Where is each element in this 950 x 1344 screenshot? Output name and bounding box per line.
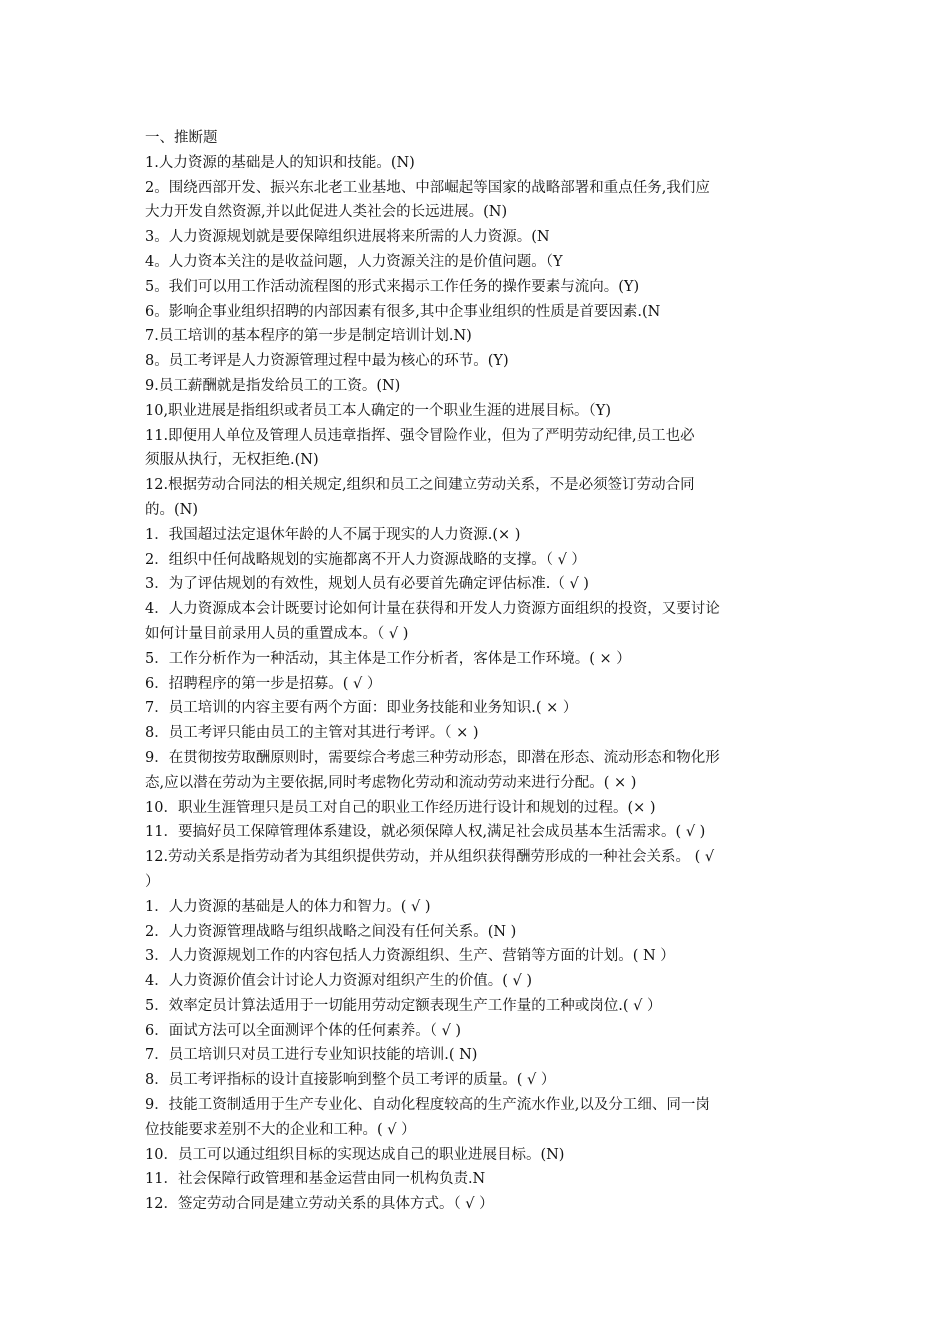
question-line: 10,职业进展是指组织或者员工本人确定的一个职业生涯的进展目标。（Y) <box>145 402 612 419</box>
question-line: 3．为了评估规划的有效性，规划人员有必要首先确定评估标准.（ √ ) <box>145 576 589 593</box>
question-line: 9.员工薪酬就是指发给员工的工资。(N) <box>145 377 401 394</box>
question-line: 4．人力资源成本会计既要讨论如何计量在获得和开发人力资源方面组织的投资，又要讨论 <box>145 601 720 618</box>
question-line: 大力开发自然资源,并以此促进人类社会的长远进展。(N) <box>145 204 508 221</box>
question-line: 1.人力资源的基础是人的知识和技能。(N) <box>145 154 415 171</box>
question-line: 的。(N) <box>145 501 199 518</box>
question-line: 11.即便用人单位及管理人员违章指挥、强令冒险作业，但为了严明劳动纪律,员工也必 <box>145 427 695 444</box>
question-line: 6．面试方法可以全面测评个体的任何素养。（ √ ) <box>145 1022 462 1039</box>
question-line: 须服从执行，无权拒绝.(N) <box>145 452 319 469</box>
question-line: 10．职业生涯管理只是员工对自己的职业工作经历进行设计和规划的过程。(× ) <box>145 799 656 816</box>
question-line: 2．组织中任何战略规划的实施都离不开人力资源战略的支撑。（ √ ） <box>145 551 586 568</box>
question-line: 如何计量目前录用人员的重置成本。（ √ ) <box>145 625 409 642</box>
question-line: 8．员工考评只能由员工的主管对其进行考评。（ × ) <box>145 725 479 742</box>
question-line: 2．人力资源管理战略与组织战略之间没有任何关系。(N ) <box>145 923 517 940</box>
section-heading: 一、推断题 <box>145 130 218 146</box>
question-line: 态,应以潜在劳动为主要依据,同时考虑物化劳动和流动劳动来进行分配。( × ) <box>145 774 637 791</box>
question-line: 1．我国超过法定退休年龄的人不属于现实的人力资源.(× ) <box>145 526 521 543</box>
question-line: 2。围绕西部开发、振兴东北老工业基地、中部崛起等国家的战略部署和重点任务,我们应 <box>145 179 710 196</box>
question-line: 5．工作分析作为一种活动，其主体是工作分析者，客体是工作环境。( × ） <box>145 650 631 667</box>
question-line: 8．员工考评指标的设计直接影响到整个员工考评的质量。( √ ） <box>145 1072 556 1089</box>
question-line: 9．技能工资制适用于生产专业化、自动化程度较高的生产流水作业,以及分工细、同一岗 <box>145 1097 710 1114</box>
question-line: 6．招聘程序的第一步是招募。( √ ） <box>145 675 382 692</box>
question-line: 4．人力资源价值会计讨论人力资源对组织产生的价值。( √ ) <box>145 973 532 990</box>
question-line: 3．人力资源规划工作的内容包括人力资源组织、生产、营销等方面的计划。( N ） <box>145 948 675 965</box>
question-line: 11．要搞好员工保障管理体系建设，就必须保障人权,满足社会成员基本生活需求。( √ ) <box>145 824 706 841</box>
question-line: ） <box>145 873 160 890</box>
question-line: 5．效率定员计算法适用于一切能用劳动定额表现生产工作量的工种或岗位.( √ ） <box>145 997 662 1014</box>
question-line: 12．签定劳动合同是建立劳动关系的具体方式。（ √ ） <box>145 1196 494 1213</box>
question-line: 12.根据劳动合同法的相关规定,组织和员工之间建立劳动关系，不是必须签订劳动合同 <box>145 477 695 494</box>
question-line: 1．人力资源的基础是人的体力和智力。( √ ) <box>145 898 431 915</box>
question-line: 9．在贯彻按劳取酬原则时，需要综合考虑三种劳动形态，即潜在形态、流动形态和物化形 <box>145 749 720 766</box>
question-line: 3。人力资源规划就是要保障组织进展将来所需的人力资源。(N <box>145 229 550 246</box>
question-line: 11．社会保障行政管理和基金运营由同一机构负责.N <box>145 1171 486 1188</box>
question-line: 7.员工培训的基本程序的第一步是制定培训计划.N) <box>145 328 472 345</box>
document-body <box>145 126 815 1217</box>
question-line: 7．员工培训只对员工进行专业知识技能的培训.( N) <box>145 1047 478 1064</box>
question-line: 8。员工考评是人力资源管理过程中最为核心的环节。(Y) <box>145 353 509 370</box>
question-line: 12.劳动关系是指劳动者为其组织提供劳动，并从组织获得酬劳形成的一种社会关系。 ( √ <box>145 849 715 866</box>
question-line: 5。我们可以用工作活动流程图的形式来揭示工作任务的操作要素与流向。(Y) <box>145 278 640 295</box>
question-line: 7．员工培训的内容主要有两个方面：即业务技能和业务知识.( × ） <box>145 700 578 717</box>
question-line: 10．员工可以通过组织目标的实现达成自己的职业进展目标。(N) <box>145 1146 565 1163</box>
question-line: 4。人力资本关注的是收益问题，人力资源关注的是价值问题。（Y <box>145 253 563 270</box>
question-line: 6。影响企事业组织招聘的内部因素有很多,其中企事业组织的性质是首要因素.(N <box>145 303 661 320</box>
question-line: 位技能要求差别不大的企业和工种。( √ ） <box>145 1121 416 1138</box>
